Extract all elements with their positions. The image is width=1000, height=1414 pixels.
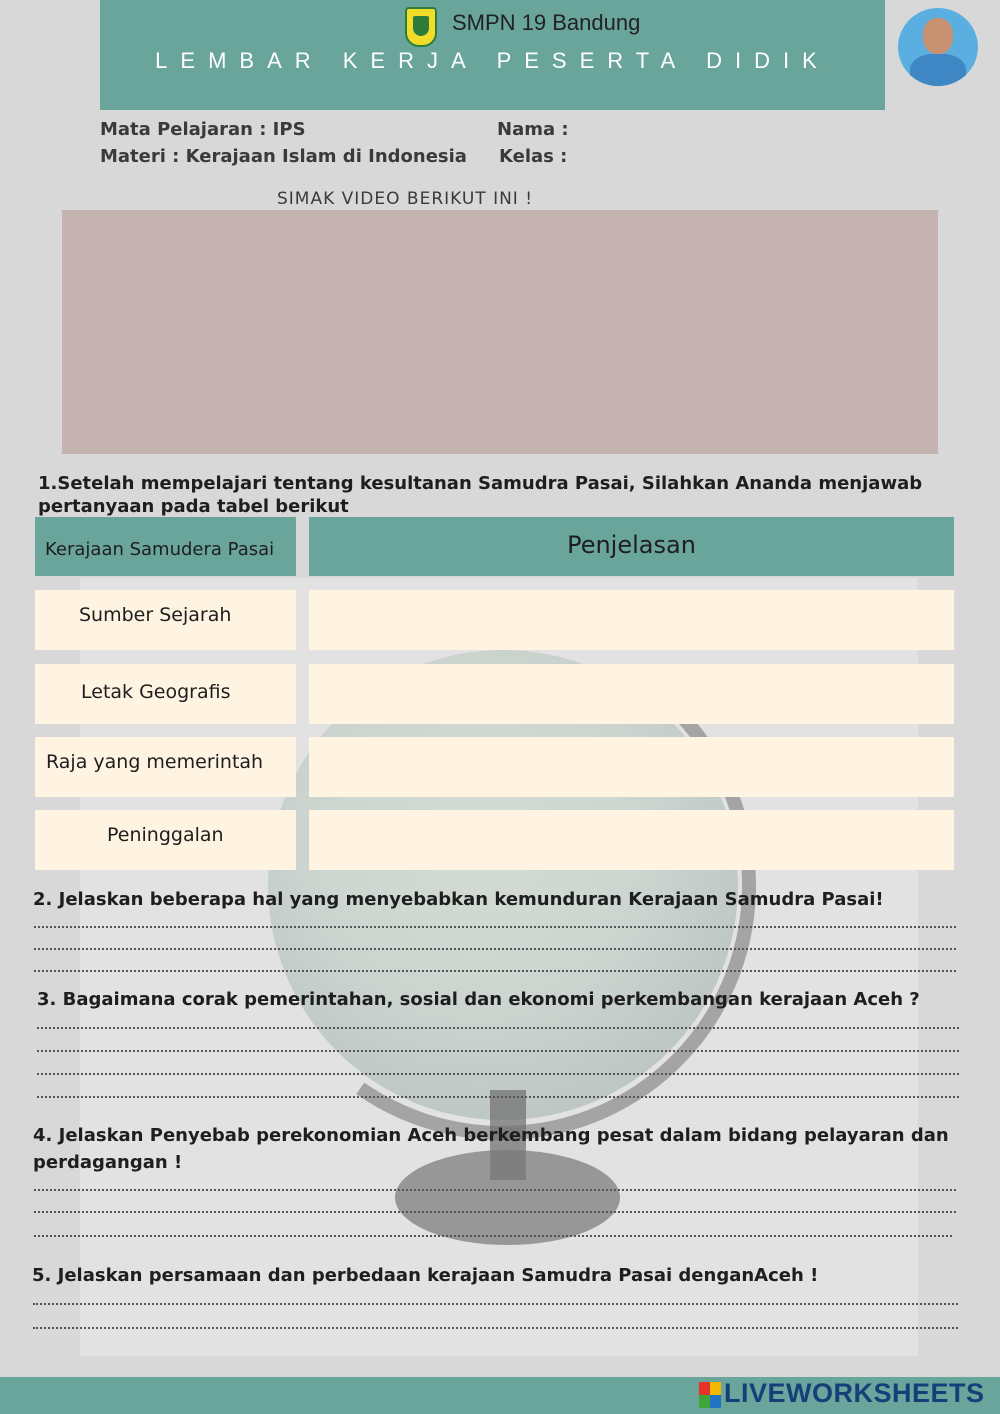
answer-line[interactable] <box>37 1096 959 1098</box>
answer-line[interactable] <box>37 1050 959 1052</box>
video-instruction: SIMAK VIDEO BERIKUT INI ! <box>277 189 534 209</box>
liveworksheets-logo-icon <box>699 1382 721 1408</box>
answer-line[interactable] <box>34 1235 952 1237</box>
answer-sumber-sejarah[interactable] <box>309 590 954 650</box>
table-row-label: Sumber Sejarah <box>35 590 296 650</box>
answer-letak-geografis[interactable] <box>309 664 954 724</box>
question-5: 5. Jelaskan persamaan dan perbedaan kerajaan Samudra Pasai denganAceh ! <box>32 1265 819 1286</box>
table-row-label: Raja yang memerintah <box>35 737 296 797</box>
answer-raja[interactable] <box>309 737 954 797</box>
name-input[interactable] <box>580 118 884 144</box>
question-4: 4. Jelaskan Penyebab perekonomian Aceh berkembang pesat dalam bidang pelayaran dan perdagangan ! <box>33 1125 949 1173</box>
answer-line[interactable] <box>33 1327 958 1329</box>
table-header-kingdom: Kerajaan Samudera Pasai <box>35 517 296 576</box>
answer-peninggalan[interactable] <box>309 810 954 870</box>
answer-line[interactable] <box>33 1303 958 1305</box>
video-player[interactable] <box>62 210 938 454</box>
worksheet-title: LEMBAR KERJA PESERTA DIDIK <box>155 48 830 73</box>
answer-line[interactable] <box>37 1027 959 1029</box>
question-1: 1.Setelah mempelajari tentang kesultanan Samudra Pasai, Silahkan Ananda menjawab pertanyaan pada tabel berikut <box>38 473 923 517</box>
question-2: 2. Jelaskan beberapa hal yang menyebabkan kemunduran Kerajaan Samudra Pasai! <box>33 889 884 910</box>
answer-line[interactable] <box>34 948 956 950</box>
teacher-avatar <box>898 8 978 86</box>
school-logo-icon <box>405 7 437 47</box>
question-3: 3. Bagaimana corak pemerintahan, sosial dan ekonomi perkembangan kerajaan Aceh ? <box>37 989 920 1010</box>
answer-line[interactable] <box>34 926 956 928</box>
answer-line[interactable] <box>34 1189 956 1191</box>
class-label: Kelas : <box>499 146 568 167</box>
answer-line[interactable] <box>34 1211 956 1213</box>
table-row-label: Peninggalan <box>35 810 296 870</box>
answer-line[interactable] <box>34 970 956 972</box>
school-name: SMPN 19 Bandung <box>452 10 641 35</box>
liveworksheets-brand[interactable]: LIVEWORKSHEETS <box>724 1378 985 1408</box>
name-label: Nama : <box>497 119 569 140</box>
subject-label: Mata Pelajaran : IPS <box>100 119 306 140</box>
table-row-label: Letak Geografis <box>35 664 296 724</box>
topic-label: Materi : Kerajaan Islam di Indonesia <box>100 146 467 167</box>
class-input[interactable] <box>580 145 884 171</box>
table-header-explanation: Penjelasan <box>309 517 954 576</box>
answer-line[interactable] <box>37 1073 959 1075</box>
